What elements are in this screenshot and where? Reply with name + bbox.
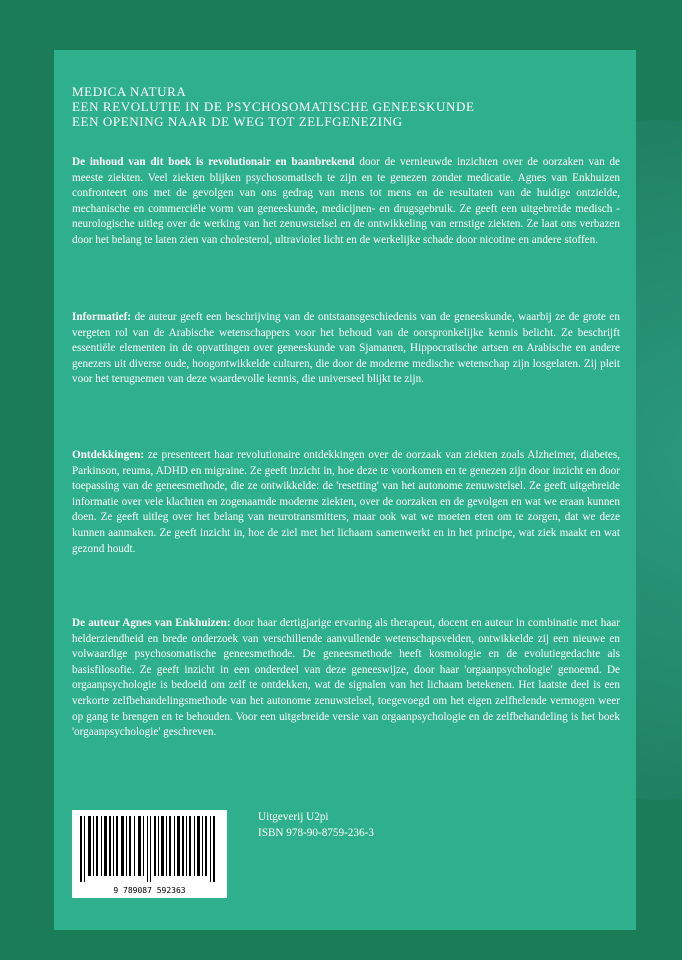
paragraph-auteur — [72, 616, 620, 741]
header-block — [72, 84, 620, 129]
isbn: ISBN 978-90-8759-236-3 — [258, 826, 374, 839]
paragraph-lead: Ontdekkingen: — [72, 449, 145, 461]
barcode-bars — [78, 816, 221, 882]
series-title: MEDICA NATURA — [72, 84, 187, 99]
barcode — [72, 810, 227, 898]
paragraph-text: ze presenteert haar revolutionaire ontdekkingen over de oorzaak van ziekten zoals Alzheimer, diabetes, Parkinson, reuma, ADHD en migraine. Ze geeft inzicht in, hoe deze te voorkomen en te genezen zijn door inzicht en door toepassing van de geneesmethode, die ze ontwikkelde: de 'resetting' van het autonome zenuwstelsel. Ze geeft uitgebreide informatie over vele klachten en zogenaamde moderne ziekten, over de oorzaken en de gevolgen en wat we eraan kunnen doen. Ze geeft uitleg over het belang van neurotransmitters, maar ook wat we moeten eten om te zorgen, dat we deze kunnen aanmaken. Ze geeft inzicht in, hoe de ziel met het lichaam samenwerkt en in het principe, wat ziek maakt en wat gezond houdt. — [72, 449, 620, 555]
paragraph-lead: De inhoud van dit boek is revolutionair en baanbrekend — [72, 156, 355, 168]
paragraph-text: door haar dertigjarige ervaring als therapeut, docent en auteur in combinatie met haar helderziendheid en brede onderzoek van verschillende aanvullende wetenschapsvelden, ontwikkelde zij een nieuwe en volwaardige psychosomatische geneesmethode. De geneesmethode heeft kosmologie en de evolutiegedachte als basisfilosofie. Ze geeft inzicht in een onderdeel van deze geneeswijze, door haar 'orgaanpsychologie' genoemd. De orgaanpsychologie is bedoeld om zelf te ontdekken, wat de signalen van het lichaam betekenen. Het laatste deel is een verkorte zelfbehandelingsmethode van het autonome zenuwstelsel, toegevoegd om het eigen zelfhelende vermogen weer op gang te brengen en te behouden. Voor een uitgebreide versie van orgaanpsychologie en de zelfbehandeling is het boek 'orgaanpsychologie' geschreven. — [72, 617, 621, 739]
publisher-info — [258, 810, 374, 841]
paragraph-text: de auteur geeft een beschrijving van de ontstaansgeschiedenis van de geneeskunde, waarbij ze de grote en vergeten rol van de Arabische wetenschappers voor het behoud van de oorspronkelijke kennis belicht. Ze beschrijft essentiële elementen in de opvattingen over geneeskunde van Sjamanen, Hippocratische artsen en Arabische en andere genezers uit diverse oude, hoogontwikkelde culturen, die door de moderne medische wetenschap zijn losgelaten. Zij pleit voor het terugnemen van deze waardevolle kennis, die universeel blijkt te zijn. — [72, 311, 620, 386]
publisher-name: Uitgeverij U2pi — [258, 811, 329, 823]
subtitle-2: EEN OPENING NAAR DE WEG TOT ZELFGENEZING — [72, 114, 403, 129]
paragraph-content — [72, 155, 620, 249]
barcode-number: 9 789087 592363 — [113, 886, 186, 895]
paragraph-text: door de vernieuwde inzichten over de oorzaken van de meeste ziekten. Veel ziekten blijken psychosomatisch te zijn en te genezen zonder medicatie. Agnes van Enkhuizen confronteert ons met de gevolgen van ons gedrag van mens tot mens en de resultaten van de huidige ontzielde, mechanische en commerciële vorm van geneeskunde, medicijnen- en drugsgebruik. Ze geeft een uitgebreide medisch - neurologische uitleg over de werking van het zenuwstelsel en de ontwikkeling van ernstige ziekten. Ze laat ons verbazen door het belang te laten zien van cholesterol, ultraviolet licht en de werkelijke schade door nicotine en andere stoffen. — [72, 156, 621, 246]
paragraph-lead: De auteur Agnes van Enkhuizen: — [72, 617, 231, 629]
paragraph-lead: Informatief: — [72, 311, 132, 323]
subtitle-1: EEN REVOLUTIE IN DE PSYCHOSOMATISCHE GENEESKUNDE — [72, 99, 475, 114]
back-cover-panel — [54, 50, 636, 930]
paragraph-informatief — [72, 310, 620, 388]
paragraph-ontdekkingen — [72, 448, 620, 557]
